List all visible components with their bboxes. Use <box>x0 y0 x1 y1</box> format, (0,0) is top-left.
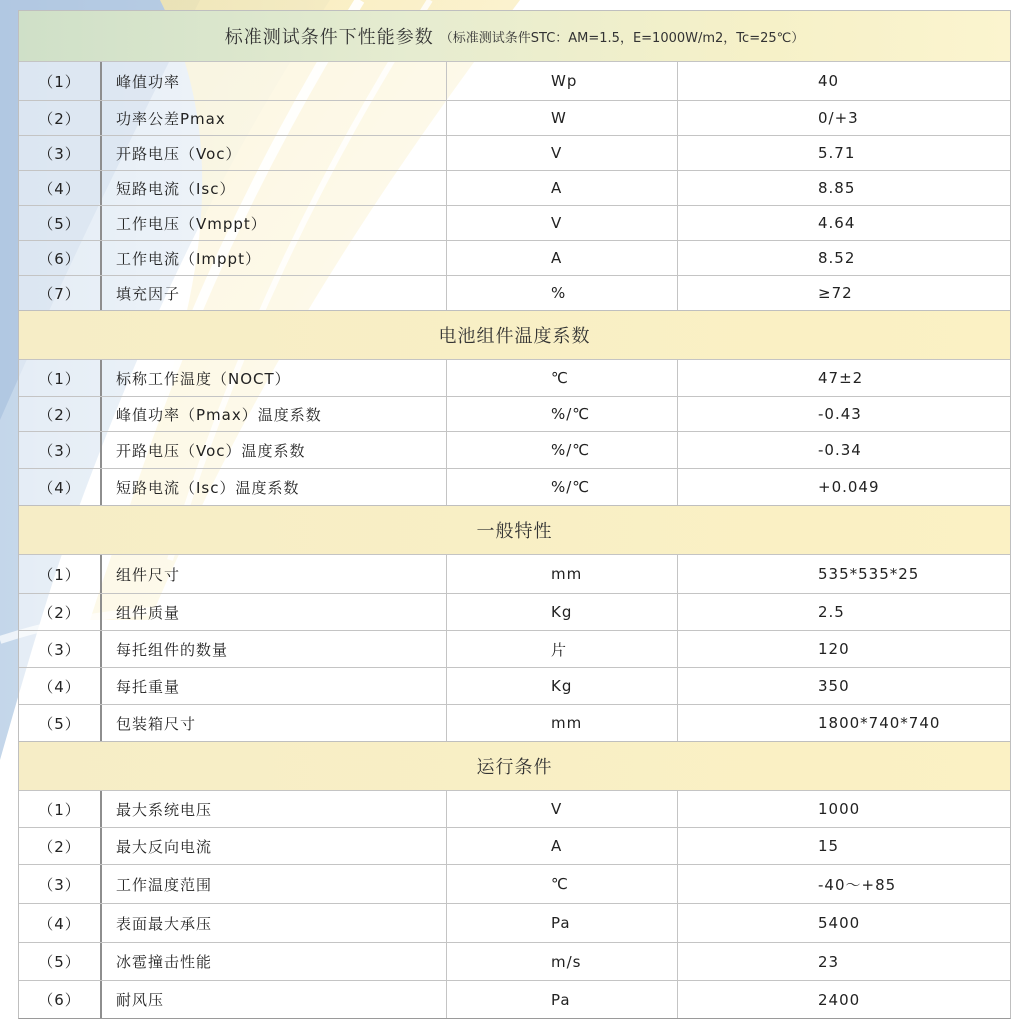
parameter-value: ≥72 <box>818 284 853 302</box>
section-header <box>19 310 1010 359</box>
table-row <box>19 903 1010 942</box>
parameter-unit: ℃ <box>447 865 678 903</box>
section-title: 一般特性 <box>476 521 553 542</box>
table-row <box>19 827 1010 864</box>
row-index: （4） <box>19 469 102 505</box>
table-row <box>19 980 1010 1018</box>
table-row <box>19 170 1010 205</box>
parameter-unit: mm <box>447 705 678 741</box>
parameter-value: -40～+85 <box>818 875 897 894</box>
parameter-unit: W <box>447 101 678 135</box>
parameter-name: 最大反向电流 <box>102 828 447 864</box>
parameter-name: 功率公差Pmax <box>102 101 447 135</box>
parameter-name: 最大系统电压 <box>102 791 447 827</box>
table-subtitle: （标准测试条件STC：AM=1.5，E=1000W/m2，Tc=25℃） <box>439 30 805 46</box>
parameter-unit: 片 <box>447 631 678 667</box>
section-title: 电池组件温度系数 <box>438 326 591 347</box>
spec-table <box>18 10 1011 1019</box>
row-index: （2） <box>19 828 102 864</box>
table-row <box>19 100 1010 135</box>
parameter-unit: A <box>447 171 678 205</box>
parameter-value: 23 <box>818 952 840 971</box>
parameter-name: 组件质量 <box>102 594 447 630</box>
table-title-bar <box>19 10 1010 61</box>
parameter-name: 工作温度范围 <box>102 865 447 903</box>
parameter-value: 15 <box>818 837 840 855</box>
row-index: （5） <box>19 206 102 240</box>
row-index: （3） <box>19 136 102 170</box>
parameter-unit: V <box>447 136 678 170</box>
parameter-value: 40 <box>818 72 840 90</box>
parameter-name: 峰值功率（Pmax）温度系数 <box>102 397 447 431</box>
parameter-unit: V <box>447 206 678 240</box>
section-header <box>19 741 1010 790</box>
row-index: （3） <box>19 631 102 667</box>
row-index: （4） <box>19 171 102 205</box>
parameter-value: -0.43 <box>818 405 862 423</box>
parameter-unit: ℃ <box>447 360 678 396</box>
parameter-name: 短路电流（Isc） <box>102 171 447 205</box>
parameter-name: 耐风压 <box>102 981 447 1018</box>
parameter-name: 标称工作温度（NOCT） <box>102 360 447 396</box>
parameter-name: 短路电流（Isc）温度系数 <box>102 469 447 505</box>
table-row <box>19 431 1010 468</box>
parameter-unit: m/s <box>447 943 678 980</box>
table-row <box>19 61 1010 100</box>
row-index: （6） <box>19 981 102 1018</box>
row-index: （4） <box>19 668 102 704</box>
table-row <box>19 630 1010 667</box>
parameter-name: 每托重量 <box>102 668 447 704</box>
parameter-value: 120 <box>818 640 850 658</box>
table-row <box>19 704 1010 741</box>
parameter-name: 工作电流（Imppt） <box>102 241 447 275</box>
table-title: 标准测试条件下性能参数 <box>224 27 434 48</box>
parameter-value: 0/+3 <box>818 109 859 127</box>
table-row <box>19 468 1010 505</box>
row-index: （2） <box>19 594 102 630</box>
table-row <box>19 864 1010 903</box>
parameter-name: 每托组件的数量 <box>102 631 447 667</box>
parameter-value: 4.64 <box>818 214 856 232</box>
parameter-name: 包装箱尺寸 <box>102 705 447 741</box>
parameter-unit: V <box>447 791 678 827</box>
table-row <box>19 205 1010 240</box>
row-index: （5） <box>19 705 102 741</box>
row-index: （4） <box>19 904 102 942</box>
parameter-name: 组件尺寸 <box>102 555 447 593</box>
table-row <box>19 396 1010 431</box>
table-row <box>19 275 1010 310</box>
table-row <box>19 554 1010 593</box>
row-index: （7） <box>19 276 102 310</box>
parameter-value: 2.5 <box>818 603 845 621</box>
parameter-value: 2400 <box>818 990 861 1009</box>
parameter-value: 5400 <box>818 914 861 932</box>
parameter-value: +0.049 <box>818 478 880 496</box>
table-row <box>19 240 1010 275</box>
parameter-unit: Kg <box>447 594 678 630</box>
section-header <box>19 505 1010 554</box>
table-row <box>19 942 1010 980</box>
parameter-unit: A <box>447 828 678 864</box>
parameter-value: 8.85 <box>818 179 856 197</box>
parameter-value: 8.52 <box>818 249 856 267</box>
row-index: （2） <box>19 397 102 431</box>
row-index: （3） <box>19 865 102 903</box>
parameter-name: 峰值功率 <box>102 62 447 100</box>
table-row <box>19 135 1010 170</box>
parameter-unit: %/℃ <box>447 432 678 468</box>
table-row <box>19 359 1010 396</box>
parameter-unit: mm <box>447 555 678 593</box>
parameter-name: 开路电压（Voc） <box>102 136 447 170</box>
parameter-unit: Pa <box>447 904 678 942</box>
parameter-name: 冰雹撞击性能 <box>102 943 447 980</box>
parameter-value: 535*535*25 <box>818 565 920 583</box>
parameter-unit: Pa <box>447 981 678 1018</box>
table-row <box>19 790 1010 827</box>
parameter-value: -0.34 <box>818 441 862 459</box>
row-index: （1） <box>19 62 102 100</box>
parameter-value: 47±2 <box>818 369 864 387</box>
row-index: （6） <box>19 241 102 275</box>
section-title: 运行条件 <box>476 757 553 778</box>
row-index: （1） <box>19 791 102 827</box>
parameter-unit: Kg <box>447 668 678 704</box>
parameter-unit: %/℃ <box>447 397 678 431</box>
row-index: （1） <box>19 555 102 593</box>
parameter-name: 填充因子 <box>102 276 447 310</box>
parameter-unit: A <box>447 241 678 275</box>
parameter-unit: % <box>447 276 678 310</box>
parameter-name: 表面最大承压 <box>102 904 447 942</box>
parameter-name: 开路电压（Voc）温度系数 <box>102 432 447 468</box>
table-row <box>19 667 1010 704</box>
parameter-value: 1800*740*740 <box>818 714 941 732</box>
parameter-value: 1000 <box>818 800 861 818</box>
row-index: （3） <box>19 432 102 468</box>
row-index: （5） <box>19 943 102 980</box>
parameter-value: 5.71 <box>818 144 856 162</box>
row-index: （2） <box>19 101 102 135</box>
parameter-unit: Wp <box>447 62 678 100</box>
row-index: （1） <box>19 360 102 396</box>
parameter-unit: %/℃ <box>447 469 678 505</box>
table-row <box>19 593 1010 630</box>
parameter-value: 350 <box>818 677 850 695</box>
parameter-name: 工作电压（Vmppt） <box>102 206 447 240</box>
